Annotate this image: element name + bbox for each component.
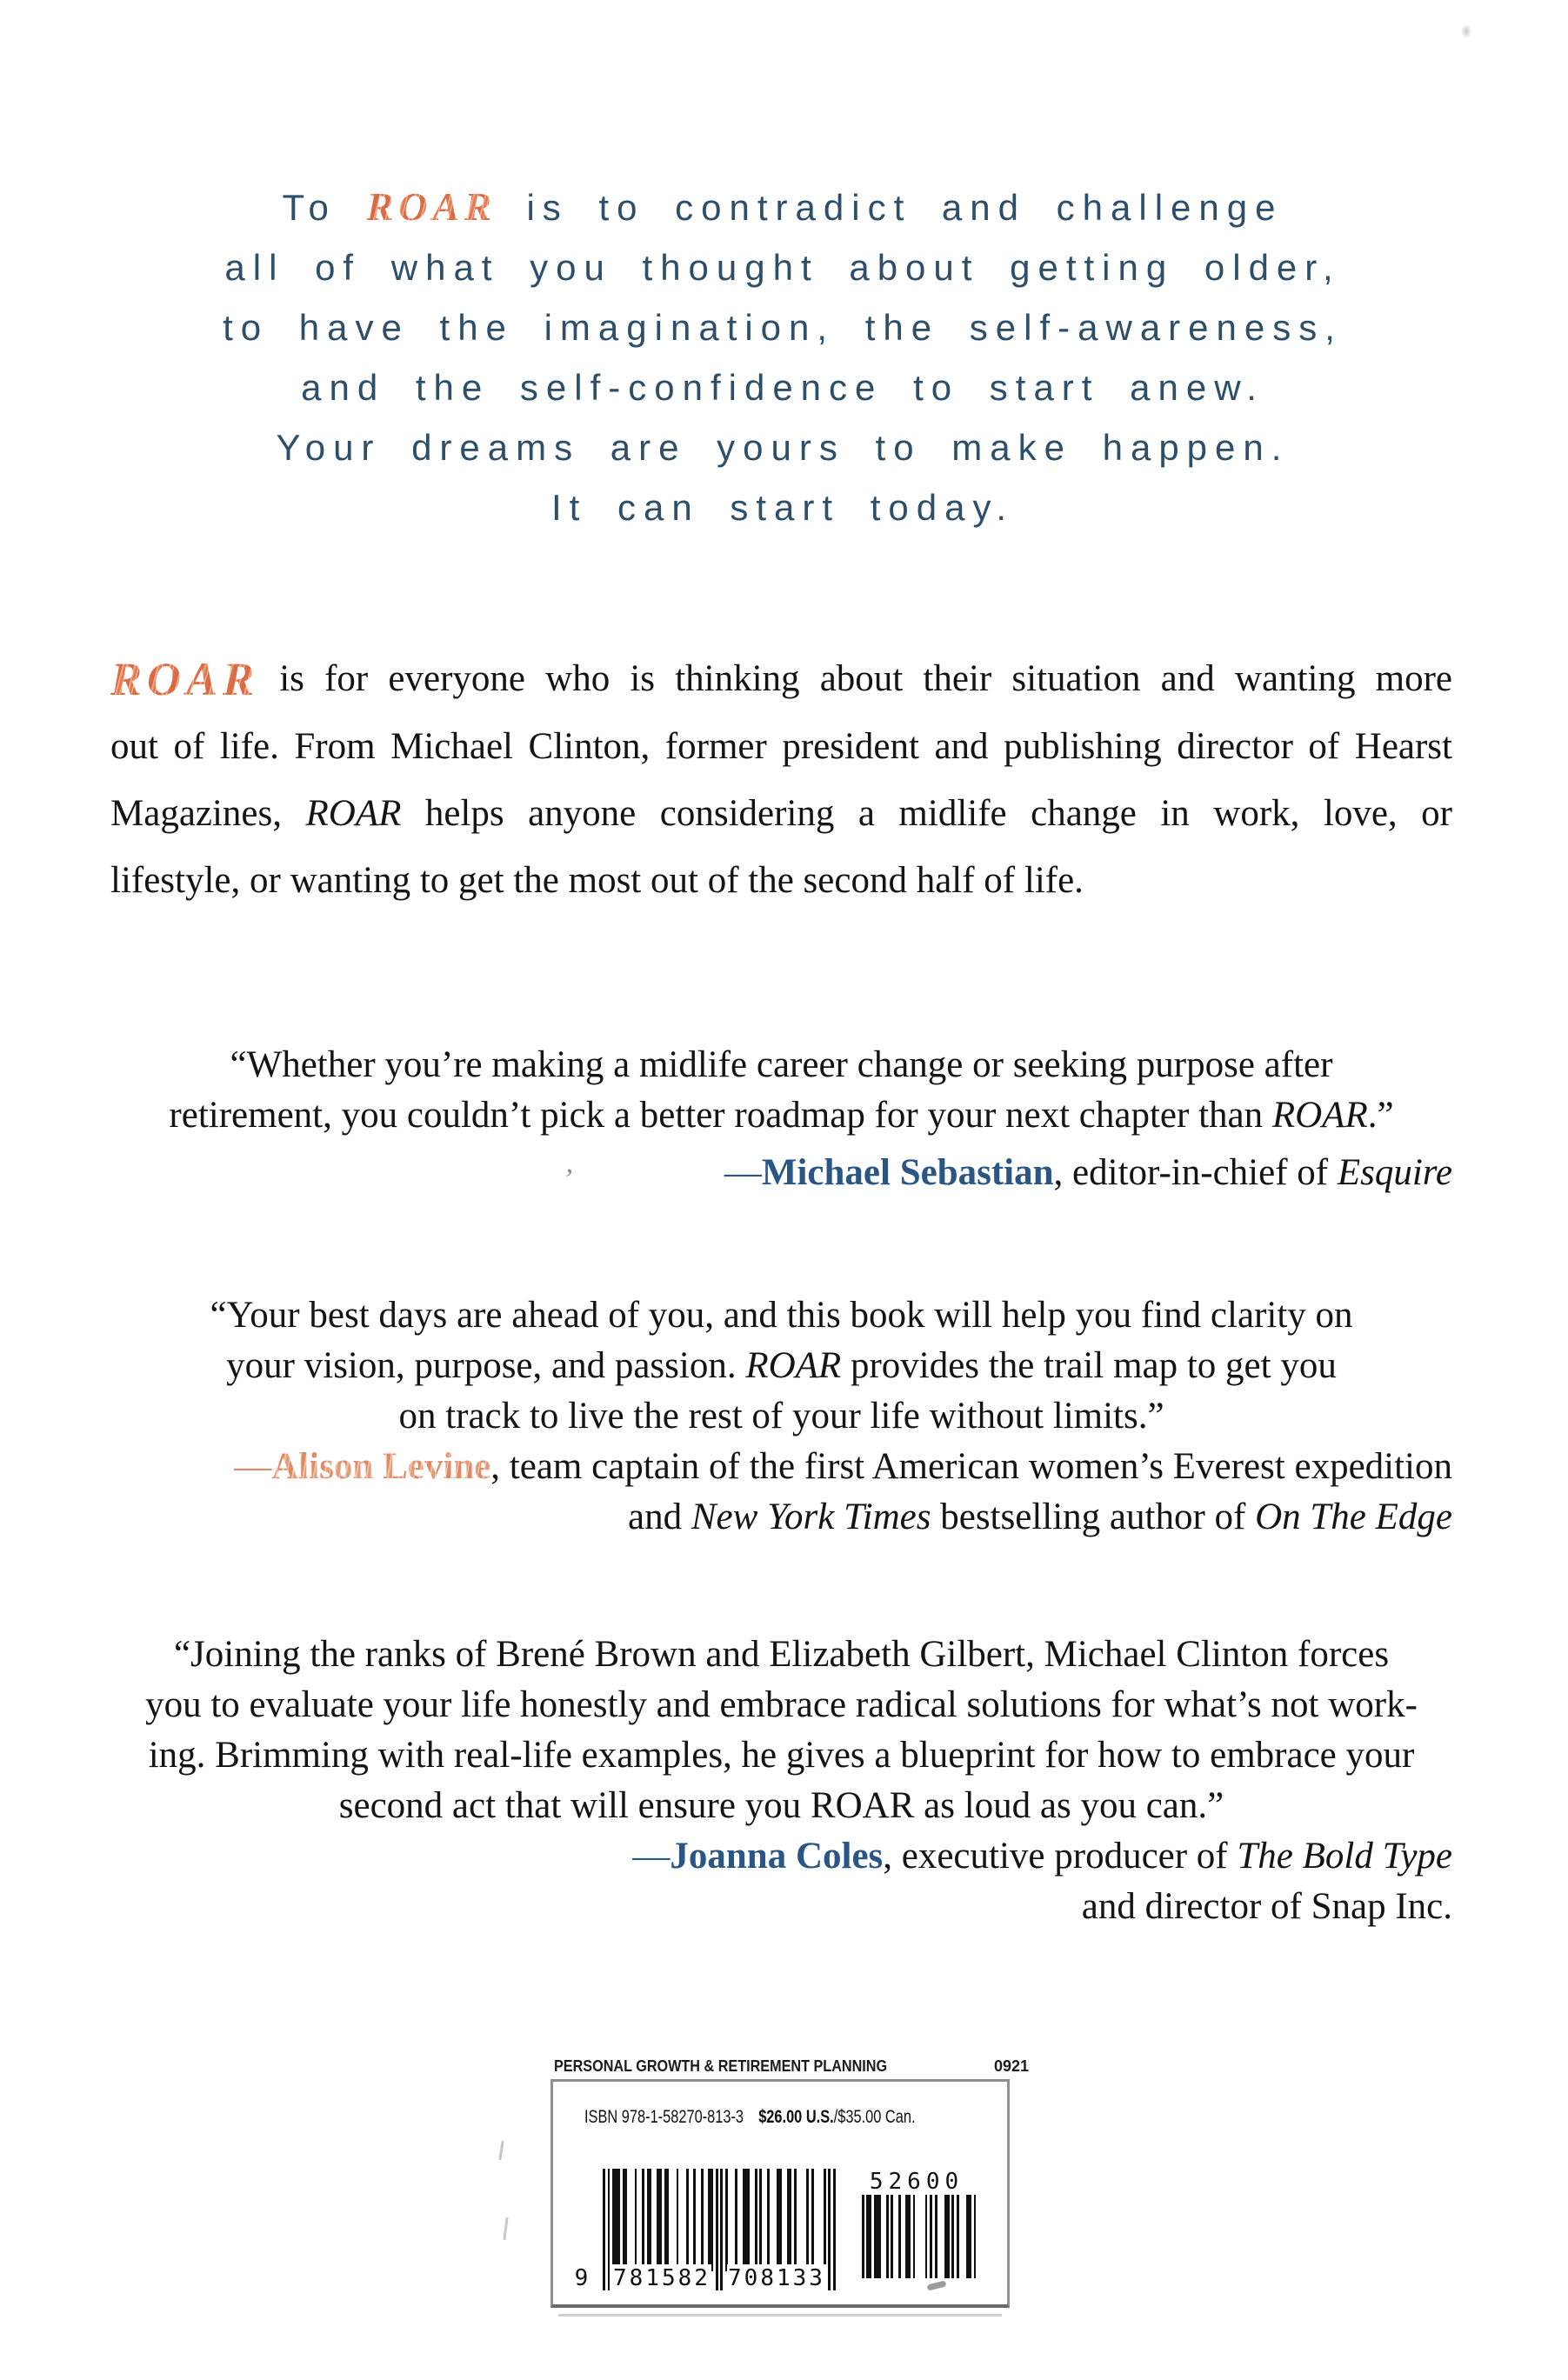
attribution-source: New York Times	[691, 1497, 931, 1537]
attribution-book: On The Edge	[1255, 1497, 1452, 1537]
barcode-digits-right: 708133	[728, 2265, 825, 2291]
tagline-line-1-post: is to contradict and challenge	[496, 187, 1284, 228]
attribution-title: , team captain of the first American women’s Everest expedition	[490, 1446, 1452, 1487]
roar-logo: ROAR	[110, 653, 260, 705]
addon-barcode	[859, 2195, 974, 2278]
barcode-digit-lead: 9	[574, 2265, 591, 2291]
attribution-title: , executive producer of	[883, 1836, 1238, 1877]
scan-mark	[503, 2217, 508, 2240]
intro-line-2: out of life. From Michael Clinton, former president and publishing director of Hearst	[110, 726, 1452, 767]
scan-mark	[498, 2141, 504, 2160]
blurb-attribution-line-2	[110, 1492, 1452, 1543]
tagline-line-4: and the self-confidence to start anew.	[301, 367, 1264, 408]
tagline-line-5: Your dreams are yours to make happen.	[276, 427, 1290, 468]
blurb-line: “Joining the ranks of Brené Brown and Elizabeth Gilbert, Michael Clinton forces	[173, 1634, 1390, 1675]
intro-line-3	[110, 780, 1452, 847]
blurb-coles	[110, 1630, 1452, 1932]
print-code: 0921	[994, 2057, 1030, 2075]
intro-line-1	[110, 645, 1452, 713]
tagline-line-3: to have the imagination, the self-awareness,	[223, 307, 1343, 348]
intro-line-4: lifestyle, or wanting to get the most out of the second half of life.	[110, 860, 1084, 901]
addon-code: 52600	[869, 2169, 964, 2195]
blurb-attribution	[110, 1831, 1452, 1882]
intro-line-3-post: helps anyone considering a midlife change in work, love, or	[401, 793, 1452, 834]
attribution-text: bestselling author of	[931, 1497, 1256, 1537]
roar-italic: ROAR	[305, 793, 402, 834]
header-tagline	[83, 177, 1483, 537]
em-dash: —	[234, 1446, 272, 1487]
price-us: $26.00 U.S.	[758, 2107, 834, 2127]
attribution-show: The Bold Type	[1237, 1836, 1452, 1877]
em-dash: —	[724, 1152, 762, 1193]
attribution-name: Joanna Coles	[670, 1836, 884, 1877]
blurb-line	[110, 1090, 1452, 1141]
tagline-line-2: all of what you thought about getting older,	[224, 247, 1341, 288]
blurb-line: “Your best days are ahead of you, and this book will help you find clarity on	[210, 1295, 1353, 1336]
attribution-name: Alison Levine	[271, 1446, 491, 1487]
blurb-text: your vision, purpose, and passion.	[226, 1345, 746, 1386]
blurb-attribution-line-2: and director of Snap Inc.	[1081, 1886, 1452, 1927]
roar-italic: ROAR	[745, 1345, 842, 1386]
blurb-text: .”	[1367, 1095, 1394, 1136]
tagline-line-1	[83, 177, 1483, 237]
blurb-line: second act that will ensure you ROAR as loud as you can.”	[338, 1785, 1224, 1826]
isbn-number: ISBN 978-1-58270-813-3	[584, 2107, 744, 2127]
blurb-line: you to evaluate your life honestly and embrace radical solutions for what’s not work-	[145, 1684, 1418, 1725]
category-label: PERSONAL GROWTH & RETIREMENT PLANNING	[554, 2057, 888, 2075]
scan-smudge	[1461, 24, 1471, 38]
roar-logo: ROAR	[366, 184, 497, 229]
attribution-text: and	[628, 1497, 691, 1537]
blurb-line: ing. Brimming with real-life examples, he gives a blueprint for how to embrace your	[148, 1735, 1415, 1776]
attribution-source: Esquire	[1337, 1152, 1452, 1193]
blurb-sebastian	[110, 1040, 1452, 1198]
intro-paragraph	[110, 645, 1452, 914]
blurb-text: retirement, you couldn’t pick a better roadmap for your next chapter than	[169, 1095, 1272, 1136]
blurb-line	[110, 1341, 1452, 1391]
blurb-attribution	[110, 1148, 1452, 1198]
tagline-line-1-pre: To	[282, 187, 367, 228]
price-can: /$35.00 Can.	[833, 2107, 916, 2127]
isbn-price-row	[584, 2107, 916, 2128]
attribution-title: , editor-in-chief of	[1053, 1152, 1338, 1193]
intro-line-3-pre: Magazines,	[110, 793, 306, 834]
blurb-attribution	[110, 1442, 1452, 1492]
scan-mark: ’	[562, 1163, 576, 1197]
blurb-line: “Whether you’re making a midlife career change or seeking purpose after	[230, 1044, 1333, 1085]
intro-line-1-text: is for everyone who is thinking about their situation and wanting more	[259, 658, 1452, 699]
blurb-levine	[110, 1290, 1452, 1543]
tagline-line-6: It can start today.	[550, 487, 1015, 528]
roar-italic: ROAR	[1271, 1095, 1368, 1136]
blurb-text: provides the trail map to get you	[841, 1345, 1337, 1386]
em-dash: —	[632, 1836, 671, 1877]
blurb-line: on track to live the rest of your life without limits.”	[398, 1396, 1164, 1437]
barcode-digits-left: 781582	[613, 2265, 711, 2291]
attribution-name: Michael Sebastian	[761, 1152, 1054, 1193]
